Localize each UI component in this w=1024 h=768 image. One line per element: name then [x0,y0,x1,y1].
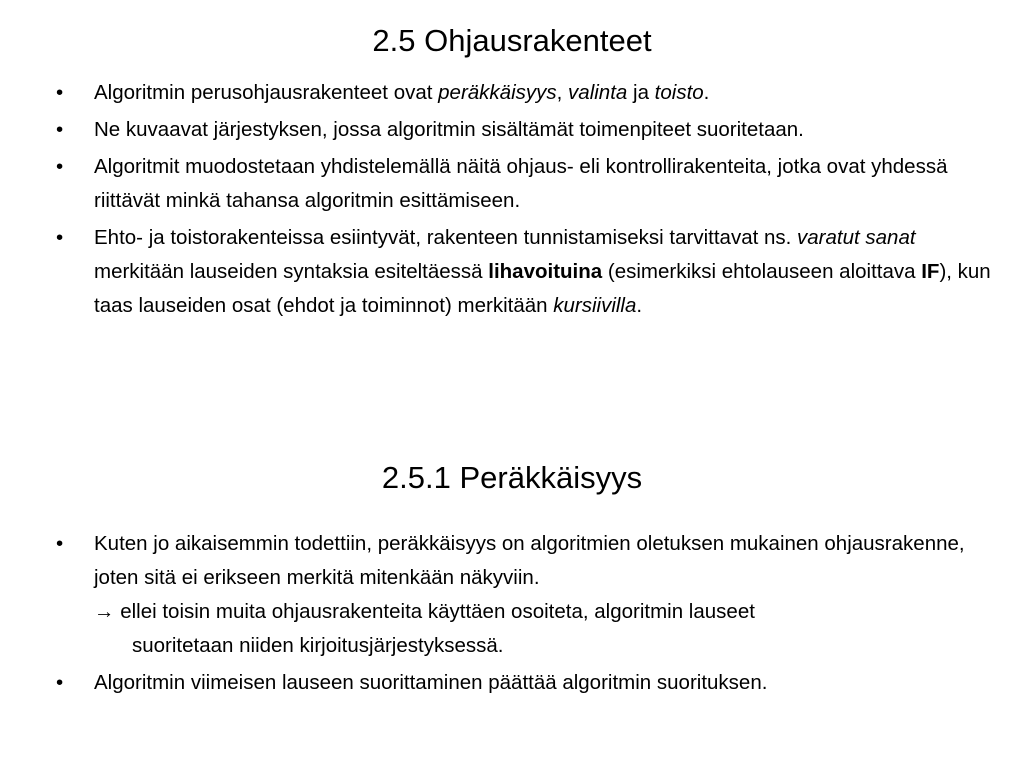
bullet-text: Ehto- ja toistorakenteissa esiintyvät, rakenteen tunnistamiseksi tarvittavat ns. [94,226,798,249]
arrow-line [94,595,1006,629]
italic-term: varatut sanat [797,226,916,249]
bullet-icon: • [56,81,64,104]
bullet-text: ), kun taas lauseiden osat (ehdot ja toiminnot) merkitään [94,260,991,317]
bold-term: lihavoituina [488,260,603,283]
bullet-text: merkitään lauseiden syntaksia esiteltäessä [94,260,489,283]
bullet-text: Kuten jo aikaisemmin todettiin, peräkkäisyys on algoritmien oletuksen mukainen ohjausrakenne, joten sitä ei erikseen merkitä mitenkään näkyviin. [94,532,965,589]
bold-term: IF [921,260,940,283]
bullet-icon: • [56,226,64,249]
bullet-text: (esimerkiksi ehtolauseen aloittava [602,260,922,283]
italic-term: kursiivilla [553,294,637,317]
bullet-icon: • [56,532,64,555]
bullet-text: . [703,81,710,104]
list-item [56,221,1006,323]
subsection-title: 2.5.1 Peräkkäisyys [381,460,643,495]
bullet-text: ellei toisin muita ohjausrakenteita käyttäen osoiteta, algoritmin lauseet [114,600,755,623]
section-title: 2.5 Ohjausrakenteet [372,23,652,58]
italic-term: toisto [654,81,704,104]
italic-term: peräkkäisyys [438,81,557,104]
bullet-text: Algoritmin perusohjausrakenteet ovat [94,81,439,104]
bullet-text: Ne kuvaavat järjestyksen, jossa algoritmin sisältämät toimenpiteet suoritetaan. [94,118,804,141]
indented-line: suoritetaan niiden kirjoitusjärjestyksessä. [132,634,504,657]
bullet-list-sequence [56,527,1006,703]
bullet-icon: • [56,118,64,141]
bullet-list-control-structures [56,76,1006,326]
list-item [56,113,1006,147]
list-item [56,527,1006,663]
list-item [56,150,1006,218]
bullet-text: . [636,294,643,317]
bullet-text: Algoritmin viimeisen lauseen suorittaminen päättää algoritmin suorituksen. [94,671,768,694]
bullet-icon: • [56,671,64,694]
bullet-text: ja [627,81,655,104]
bullet-icon: • [56,155,64,178]
italic-term: valinta [568,81,628,104]
bullet-text: , [556,81,569,104]
arrow-right-icon: → [94,600,115,623]
list-item [56,666,1006,700]
bullet-text: Algoritmit muodostetaan yhdistelemällä näitä ohjaus- eli kontrollirakenteita, jotka ovat yhdessä riittävät minkä tahansa algoritmin esittämiseen. [94,155,948,212]
list-item [56,76,1006,110]
